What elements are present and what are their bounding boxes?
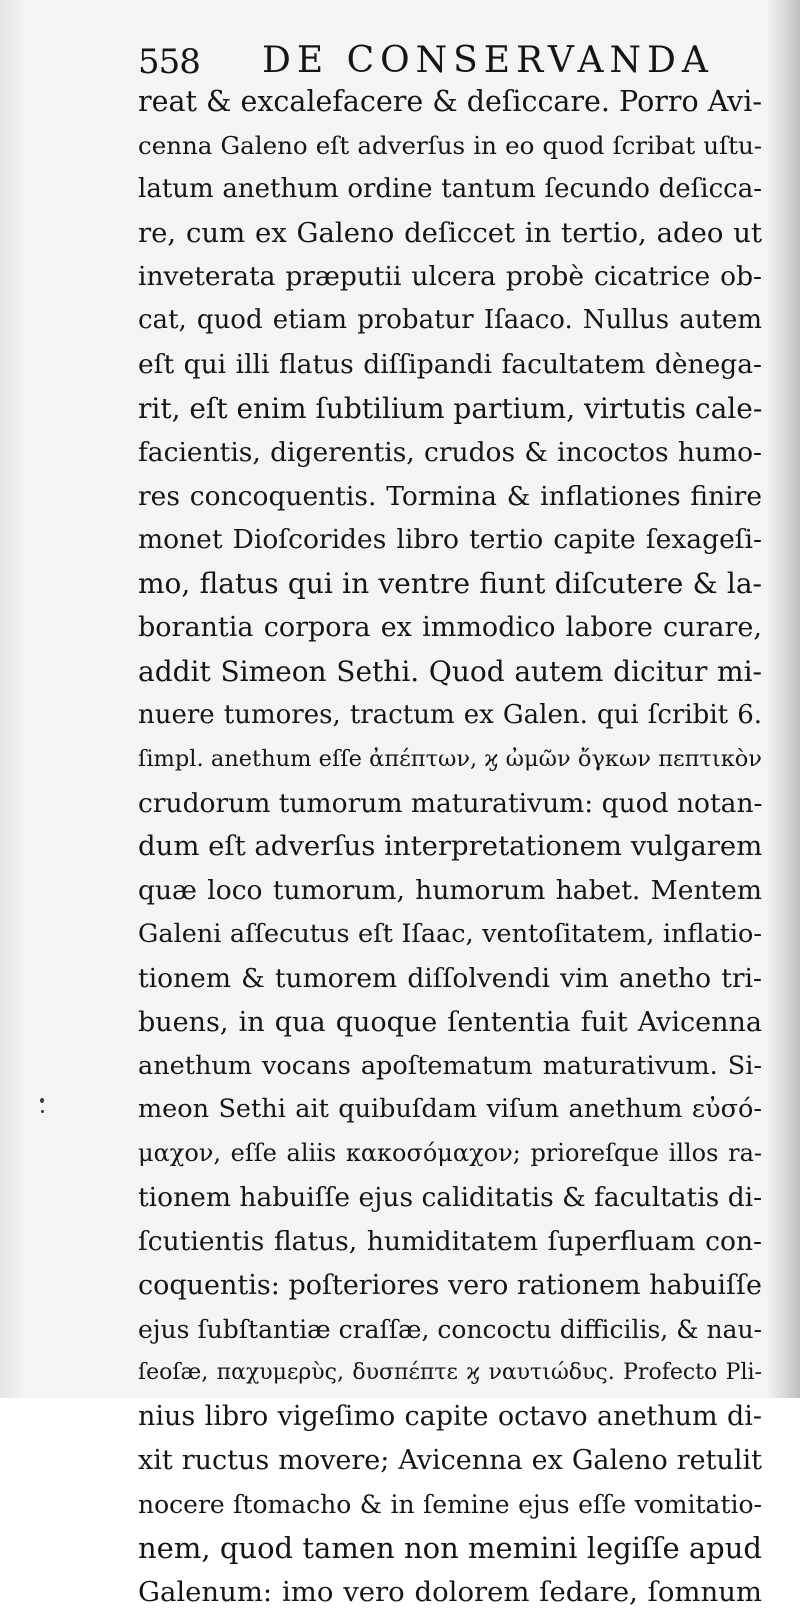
text-line: nocere ſtomacho & in ſemine ejus eſſe vomitatio- bbox=[138, 1490, 762, 1519]
text-line: quæ loco tumorum, humorum habet. Mentem bbox=[138, 875, 762, 907]
text-line: res concoquentis. Tormina & inflationes finire bbox=[138, 480, 762, 512]
text-line: nem, quod tamen non memini legiſſe apud bbox=[138, 1530, 762, 1565]
text-line: xit ructus movere; Avicenna ex Galeno retulit bbox=[138, 1445, 762, 1477]
running-head: DE CONSERVANDA bbox=[262, 40, 714, 81]
text-line: ſimpl. anethum eſſe ἀπέπτων, ϗ ὠμῶν ὄγκων πεπτικὸν bbox=[138, 745, 762, 772]
text-line: borantia corpora ex immodico labore curare, bbox=[138, 612, 762, 644]
text-line: nuere tumores, tractum ex Galen. qui ſcribit 6. bbox=[138, 699, 762, 730]
text-line: tionem & tumorem diſſolvendi vim anetho tri- bbox=[138, 962, 762, 994]
body-text bbox=[138, 80, 762, 1615]
text-line: inveterata præputii ulcera probè cicatrice ob- bbox=[138, 261, 762, 293]
text-line: re, cum ex Galeno deſiccet in tertio, adeo ut bbox=[138, 216, 762, 249]
text-line: ſcutientis flatus, humiditatem ſuperfluam con- bbox=[138, 1225, 762, 1257]
text-line: ejus ſubſtantiæ craſſæ, concoctu difficilis, & nau- bbox=[138, 1314, 762, 1344]
text-line: mo, flatus qui in ventre fiunt diſcutere & la- bbox=[138, 567, 762, 601]
text-line: reat & excalefacere & deſiccare. Porro Avi- bbox=[138, 85, 762, 118]
text-line: anethum vocans apoſtematum maturativum. Si- bbox=[138, 1050, 762, 1081]
text-line: eſt qui illi flatus diſſipandi facultatem dènega- bbox=[138, 349, 762, 381]
text-line: μαχον, eſſe aliis κακοσόμαχον; prioreſque illos ra- bbox=[138, 1139, 762, 1168]
text-line: crudorum tumorum maturativum: quod notan- bbox=[138, 787, 763, 819]
text-line: facientis, digerentis, crudos & incoctos humo- bbox=[138, 436, 762, 468]
scan-shadow-left bbox=[0, 0, 26, 1398]
text-line: tionem habuiſſe ejus caliditatis & facultatis di- bbox=[138, 1182, 763, 1214]
ink-speck bbox=[40, 1098, 44, 1103]
text-line: coquentis: poſteriores vero rationem habuiſſe bbox=[138, 1269, 762, 1301]
text-line: cenna Galeno eſt adverſus in eo quod ſcribat uſtu- bbox=[138, 130, 762, 160]
text-line: rit, eſt enim ſubtilium partium, virtutis cale- bbox=[138, 391, 763, 425]
text-line: monet Dioſcorides libro tertio capite ſexageſi- bbox=[138, 524, 762, 556]
ink-speck bbox=[41, 1110, 44, 1113]
text-line: dum eſt adverſus interpretationem vulgarem bbox=[138, 830, 763, 863]
text-line: latum anethum ordine tantum ſecundo deſicca- bbox=[138, 173, 762, 204]
text-line: ſeoſæ, παχυμερὺς, δυσπέπτε ϗ ναυτιώδυς. Profecto Pli- bbox=[138, 1360, 762, 1386]
text-line: Galeni aſſecutus eſt Iſaac, ventoſitatem, inflatio- bbox=[138, 919, 762, 950]
text-line: cat, quod etiam probatur Iſaaco. Nullus autem bbox=[138, 305, 762, 336]
text-line: meon Sethi ait quibuſdam viſum anethum εὐσό- bbox=[138, 1094, 762, 1125]
page-number: 558 bbox=[138, 42, 200, 82]
text-line: nius libro vigeſimo capite octavo anethum di- bbox=[138, 1401, 762, 1433]
scan-shadow-right bbox=[766, 0, 800, 1398]
text-line: buens, in qua quoque ſententia fuit Avicenna bbox=[138, 1006, 762, 1038]
text-line: Galenum: imo vero dolorem ſedare, ſomnum bbox=[138, 1575, 762, 1608]
text-line: addit Simeon Sethi. Quod autem dicitur mi- bbox=[138, 654, 762, 688]
